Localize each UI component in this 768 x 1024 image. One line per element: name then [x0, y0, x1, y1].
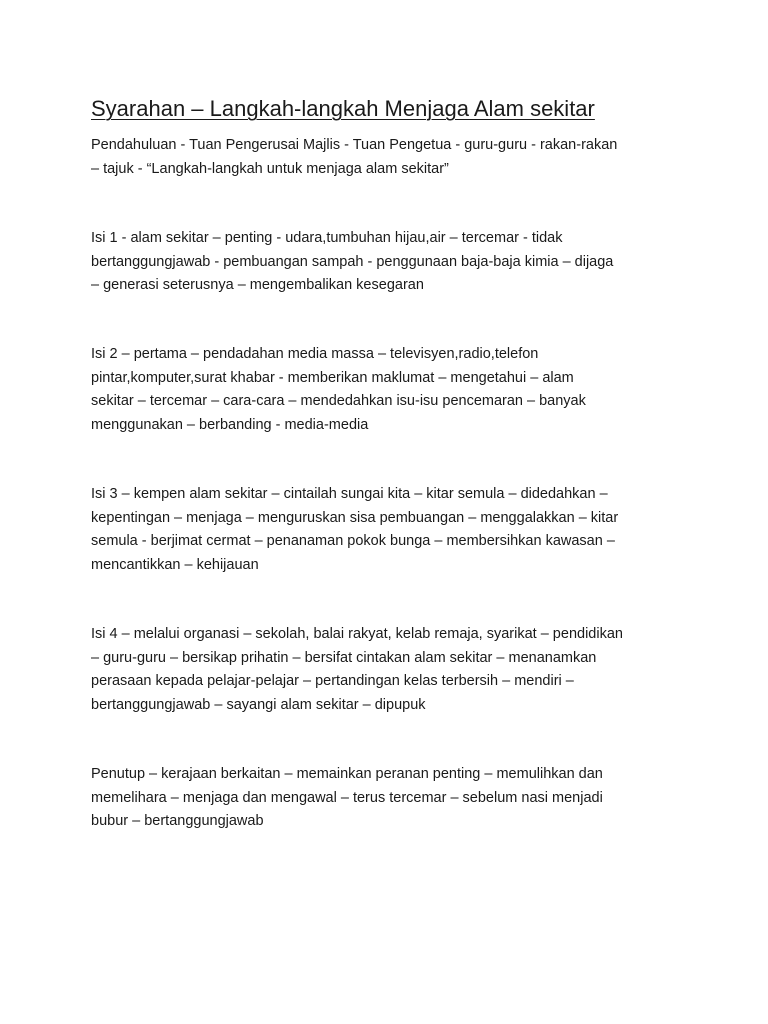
text-line: Pendahuluan - Tuan Pengerusai Majlis - Tuan Pengetua - guru-guru - rakan-rakan — [91, 137, 618, 153]
text-line: Isi 3 – kempen alam sekitar – cintailah sungai kita – kitar semula – didedahkan – — [91, 486, 608, 502]
text-line: Penutup – kerajaan berkaitan – memainkan peranan penting – memulihkan dan — [91, 766, 603, 782]
text-line: perasaan kepada pelajar-pelajar – pertandingan kelas terbersih – mendiri – — [91, 673, 574, 689]
paragraph-isi-3 — [91, 483, 691, 577]
text-line: – guru-guru – bersikap prihatin – bersifat cintakan alam sekitar – menanamkan — [91, 649, 597, 666]
text-line: semula - berjimat cermat – penanaman pokok bunga – membersihkan kawasan – — [91, 533, 615, 549]
text-line: memelihara – menjaga dan mengawal – terus tercemar – sebelum nasi menjadi — [91, 789, 603, 806]
paragraph-isi-4 — [91, 623, 691, 717]
text-line: sekitar – tercemar – cara-cara – mendedahkan isu-isu pencemaran – banyak — [91, 393, 586, 409]
text-line: bertanggungjawab – sayangi alam sekitar – dipupuk — [91, 696, 426, 713]
text-line: Isi 1 - alam sekitar – penting - udara,tumbuhan hijau,air – tercemar - tidak — [91, 230, 563, 246]
text-line: bubur – bertanggungjawab — [91, 813, 264, 829]
paragraph-penutup — [91, 763, 691, 834]
paragraph-isi-2 — [91, 343, 691, 437]
text-line: mencantikkan – kehijauan — [91, 556, 259, 573]
text-line: kepentingan – menjaga – menguruskan sisa pembuangan – menggalakkan – kitar — [91, 509, 619, 526]
text-line: pintar,komputer,surat khabar - memberikan maklumat – mengetahui – alam — [91, 369, 574, 386]
text-line: – tajuk - “Langkah-langkah untuk menjaga alam sekitar” — [91, 160, 449, 177]
text-line: menggunakan – berbanding - media-media — [91, 416, 369, 433]
text-line: bertanggungjawab - pembuangan sampah - penggunaan baja-baja kimia – dijaga — [91, 253, 614, 270]
document-title: Syarahan – Langkah-langkah Menjaga Alam sekitar — [91, 96, 595, 121]
paragraph-isi-1 — [91, 227, 691, 298]
text-line: – generasi seterusnya – mengembalikan kesegaran — [91, 277, 424, 293]
text-line: Isi 2 – pertama – pendadahan media massa – televisyen,radio,telefon — [91, 346, 539, 362]
text-line: Isi 4 – melalui organasi – sekolah, balai rakyat, kelab remaja, syarikat – pendidikan — [91, 626, 623, 642]
paragraph-pendahuluan — [91, 134, 691, 181]
